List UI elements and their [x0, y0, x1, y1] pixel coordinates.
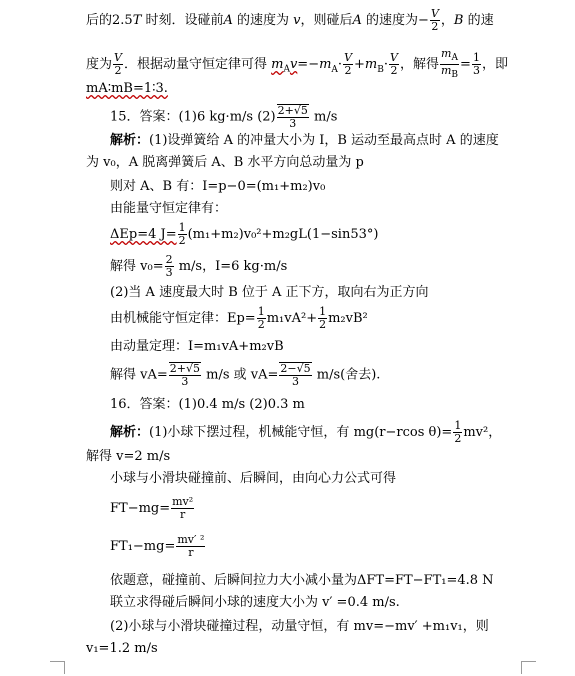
fraction: $\frac{m_A}{m_B}$ [440, 47, 459, 81]
text-line: 解析：(1)设弹簧给 A 的冲量大小为 I，B 运动至最高点时 A 的速度 [110, 133, 499, 148]
text-line: (2)小球与小滑块碰撞过程，动量守恒，有 mv=−mv′ +m₁v₁，则 [110, 619, 489, 634]
text-line: 解得 v=2 m/s [86, 449, 171, 464]
text-line: mA∶mB=1∶3. [86, 81, 168, 96]
fraction: $\frac{1}{3}$ [472, 51, 480, 78]
fraction: $\frac{V}{2}$ [430, 7, 439, 33]
text-line: 联立求得碰后瞬间小球的速度大小为 v′ =0.4 m/s. [110, 595, 400, 610]
fraction: $\frac{2}{3}$ [165, 253, 173, 279]
fraction: $\frac{1}{2}$ [454, 419, 462, 445]
page-corner-mark [521, 661, 536, 674]
text-line: v₁=1.2 m/s [86, 641, 158, 656]
text-line: FT₁−mg= $\frac{\text{mv′ ²}}{r}$ [110, 533, 205, 559]
text-line: 度为 $\frac{V}{2}$ ．根据动量守恒定律可得 $m_Av=-m_A\cdot$ $\frac{V}{2}$ $+m_B\cdot$ $\frac{V}{2}$ ，解得 $\frac{m_A}{m_B}$ = $\frac{1}{3}$ ，即 [86, 47, 508, 81]
fraction: $\frac{2-√5}{3}$ [280, 362, 311, 388]
text-line: ΔEp=4 J= $\frac{1}{2}$ (m₁+m₂)v₀²+m₂gL(1−sin53°) [110, 221, 379, 247]
fraction: $\frac{1}{2}$ [178, 221, 186, 247]
fraction: $\frac{2+√5}{3}$ [277, 104, 308, 130]
text-line: 解得 v₀= $\frac{2}{3}$ m/s，I=6 kg·m/s [110, 253, 288, 279]
text-line: 解析：(1)小球下摆过程，机械能守恒，有 mg(r−rcos θ)= $\frac{1}{2}$ mv²， [110, 419, 502, 445]
fraction: $\frac{V}{2}$ [344, 51, 353, 78]
fraction: $\frac{\text{mv²}}{r}$ [172, 495, 194, 521]
text-line: 小球与小滑块碰撞前、后瞬间，由向心力公式可得 [110, 471, 397, 486]
text-line: 由动量定理：I=m₁vA+m₂vB [110, 339, 284, 354]
text-line: (2)当 A 速度最大时 B 位于 A 正下方，取向右为正方向 [110, 285, 429, 300]
answer-16: 16．答案：(1)0.4 m/s (2)0.3 m [110, 397, 305, 412]
text-line: FT−mg= $\frac{\text{mv²}}{r}$ [110, 495, 194, 521]
text-line: 后的2.5T 时刻．设碰前A 的速度为 v，则碰后A 的速度为− $\frac{V}{2}$ ，B 的速 [86, 7, 494, 33]
text-line: 由能量守恒定律有： [110, 201, 228, 216]
fraction: $\frac{V}{2}$ [390, 51, 398, 78]
text-line: 则对 A、B 有：I=p−0=(m₁+m₂)v₀ [110, 179, 326, 194]
text-line: 依题意，碰撞前、后瞬间拉力大小减小量为ΔFT=FT−FT₁=4.8 N [110, 573, 494, 588]
page-corner-mark [50, 661, 65, 674]
text-line: 为 v₀，A 脱离弹簧后 A、B 水平方向总动量为 p [86, 155, 364, 170]
text-line: 由机械能守恒定律：Ep= $\frac{1}{2}$ m₁vA²+ $\frac{1}{2}$ m₂vB² [110, 305, 368, 331]
fraction: $\frac{1}{2}$ [257, 305, 265, 331]
fraction: $\frac{2+√5}{3}$ [169, 362, 200, 388]
answer-15: 15．答案：(1)6 kg·m/s (2) $\frac{2+√5}{3}$ m/s [110, 104, 338, 130]
text-line: 解得 vA= $\frac{2+√5}{3}$ m/s 或 vA= $\frac{2-√5}{3}$ m/s(舍去). [110, 362, 381, 388]
fraction: $\frac{\text{mv′ ²}}{r}$ [177, 533, 205, 559]
fraction: $\frac{1}{2}$ [319, 305, 327, 331]
fraction: $\frac{V}{2}$ [114, 51, 122, 78]
